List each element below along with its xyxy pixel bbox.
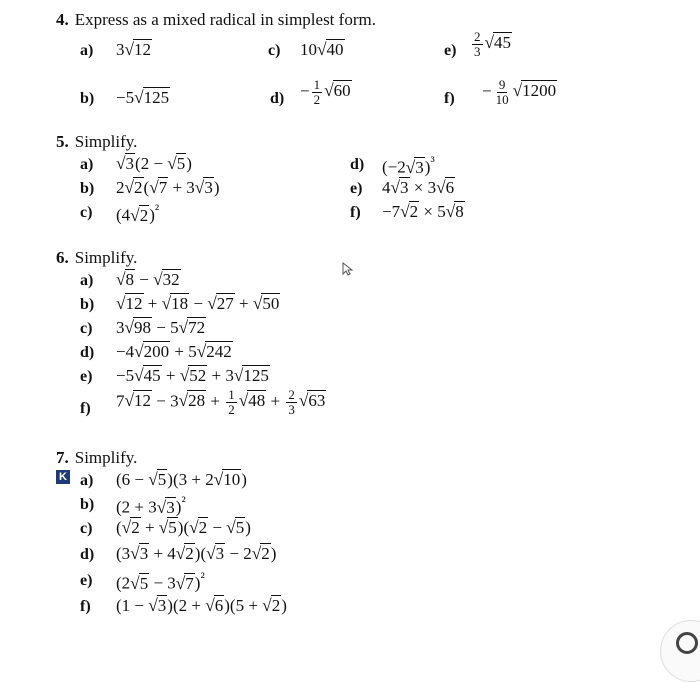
q5-expr-f: −7√2 × 5√8	[382, 202, 464, 221]
q5-expr-a: √3(2 − √5)	[116, 154, 192, 173]
q7-label-a: a)	[80, 472, 94, 489]
q6-heading	[56, 248, 137, 268]
q6-label-c: c)	[80, 320, 93, 337]
q5-label-f: f)	[350, 204, 361, 221]
q4-expr-e	[470, 30, 512, 59]
q7-label-d: d)	[80, 546, 95, 563]
q7-expr-e: $(2√5 - 3√7)^{^2}$	[116, 570, 205, 593]
q7-expr-c: (√2 + √5)(√2 − √5)	[116, 518, 251, 537]
q7-label-c: c)	[80, 520, 93, 537]
q6-title: Simplify.	[74, 248, 138, 267]
q6-label-f: f)	[80, 400, 91, 417]
q6-label-d: d)	[80, 344, 95, 361]
radical: √45	[484, 33, 512, 53]
q6-expr-c: 3√98 − 5√72	[116, 318, 206, 337]
q4-heading	[56, 10, 376, 30]
q6-label-e: e)	[80, 368, 93, 385]
q5-expr-c: $(4√2)^{^2}$	[116, 202, 160, 225]
q5-title: Simplify.	[74, 132, 138, 151]
q4-label-c: c)	[268, 42, 281, 59]
q4-expr-a: 3√12	[116, 40, 152, 59]
floating-action-icon	[676, 632, 698, 654]
q7-expr-f: (1 − √3)(2 + √6)(5 + √2)	[116, 596, 287, 615]
q5-expr-b: 2√2(√7 + 3√3)	[116, 178, 220, 197]
q6-expr-a: √8 − √32	[116, 270, 180, 289]
q5-label-a: a)	[80, 156, 94, 173]
q4-label-b: b)	[80, 90, 95, 107]
radical: √1200	[512, 81, 557, 101]
q6-label-a: a)	[80, 272, 94, 289]
q4-expr-c: 10√40	[300, 40, 344, 59]
radical: √40	[317, 40, 344, 59]
q4-expr-b: −5√125	[116, 88, 170, 107]
q7-label-f: f)	[80, 598, 91, 615]
q4-expr-f: − $\frac{9}{10}$ √1200	[482, 77, 557, 107]
radical: √12	[124, 40, 152, 59]
q5-expr-d: $(-2√3)^{^3}$	[382, 154, 435, 177]
q6-label-b: b)	[80, 296, 95, 313]
q5-label-d: d)	[350, 156, 365, 173]
q5-expr-e: 4√3 × 3√6	[382, 178, 455, 197]
q4-label-d: d)	[270, 90, 285, 107]
q7-label-b: b)	[80, 496, 95, 513]
q6-number: 6.	[56, 248, 69, 267]
q4-title: Express as a mixed radical in simplest form.	[74, 10, 376, 29]
q4-label-a: a)	[80, 42, 94, 59]
q5-number: 5.	[56, 132, 69, 151]
mouse-pointer-icon	[342, 262, 354, 276]
q4-label-e: e)	[444, 42, 457, 59]
q5-heading	[56, 132, 137, 152]
q5-label-e: e)	[350, 180, 363, 197]
q7-expr-b: $(2 + 3√3)^{^2}$	[116, 494, 186, 517]
q6-expr-f: 7√12 − 3√28 + $\frac{1}{2}$ √48 + $\frac{2}{3}$ √63	[116, 387, 326, 417]
radical: √60	[324, 81, 351, 101]
q6-expr-b: √12 + √18 − √27 + √50	[116, 294, 280, 313]
q7-expr-a: (6 − √5)(3 + 2√10)	[116, 470, 247, 489]
q7-label-e: e)	[80, 572, 93, 589]
q5-label-b: b)	[80, 180, 95, 197]
q5-label-c: c)	[80, 204, 93, 221]
q7-number: 7.	[56, 448, 69, 467]
fraction: $\frac{2}{3}$	[474, 29, 481, 59]
fraction: $\frac{1}{2}$	[313, 77, 321, 107]
q4-number: 4.	[56, 10, 69, 29]
q4-label-f: f)	[444, 90, 455, 107]
q4-expr-d: − $\frac{1}{2}$ √60	[300, 77, 351, 107]
q7-title: Simplify.	[74, 448, 138, 467]
q7-expr-d: (3√3 + 4√2)(√3 − 2√2)	[116, 544, 277, 563]
q7-heading	[56, 448, 137, 468]
fraction: $\frac{9}{10}$	[495, 77, 509, 107]
q6-expr-d: −4√200 + 5√242	[116, 342, 232, 361]
q6-expr-e: −5√45 + √52 + 3√125	[116, 366, 269, 385]
radical: √125	[134, 88, 170, 107]
knowledge-badge: K	[56, 470, 70, 484]
